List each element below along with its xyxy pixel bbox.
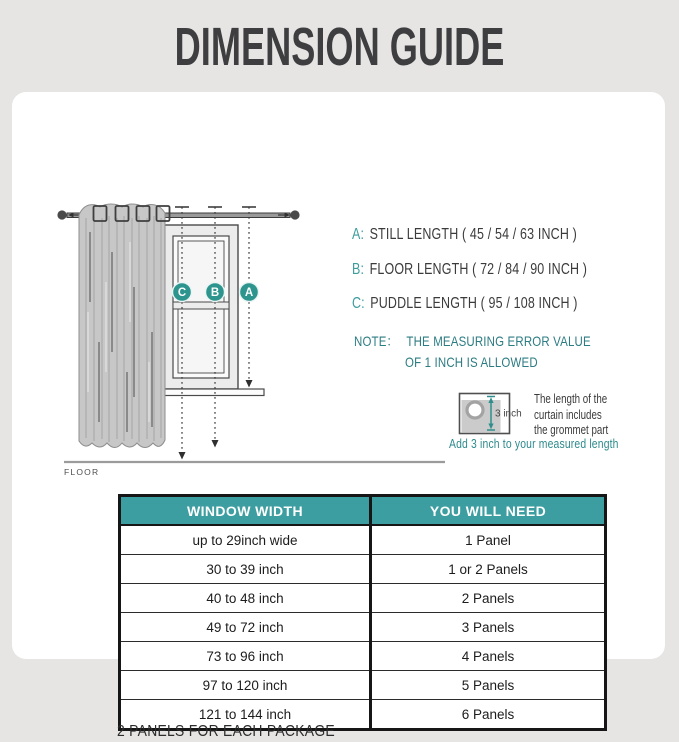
table-cell: 121 to 144 inch — [120, 700, 371, 730]
table-header-row — [120, 496, 606, 526]
table-cell: 97 to 120 inch — [120, 671, 371, 700]
badge-b-letter: B — [210, 287, 220, 299]
table-row — [120, 613, 606, 642]
table-cell: 30 to 39 inch — [120, 555, 371, 584]
measure-badges — [173, 283, 259, 302]
spec-c-key: C: — [352, 295, 365, 312]
panel-size-table — [118, 494, 607, 731]
spec-b-key: B: — [352, 261, 365, 278]
grommet-measure-label: 3 inch — [495, 408, 522, 420]
table-row — [120, 671, 606, 700]
table-cell: 2 Panels — [371, 584, 606, 613]
table-cell: 1 Panel — [371, 525, 606, 555]
spec-still-length — [352, 225, 577, 245]
curtain-panel — [79, 204, 165, 448]
table-row — [120, 584, 606, 613]
table-row — [120, 555, 606, 584]
spec-a-text: STILL LENGTH ( 45 / 54 / 63 INCH ) — [369, 226, 577, 243]
table-cell: 1 or 2 Panels — [371, 555, 606, 584]
arrow-b — [212, 440, 219, 448]
table-row — [120, 642, 606, 671]
spec-puddle-length — [352, 294, 578, 314]
page-title: DIMENSION GUIDE — [174, 17, 505, 77]
table-cell: 49 to 72 inch — [120, 613, 371, 642]
note-line-1 — [354, 332, 591, 350]
note-label: NOTE： — [354, 333, 399, 349]
table-cell: 73 to 96 inch — [120, 642, 371, 671]
table-cell: 3 Panels — [371, 613, 606, 642]
arrow-c — [179, 452, 186, 460]
package-note: 2 PANELS FOR EACH PACKAGE — [117, 723, 335, 740]
badge-c-letter: C — [177, 287, 187, 299]
header-you-will-need: YOU WILL NEED — [371, 496, 606, 526]
table-cell: 40 to 48 inch — [120, 584, 371, 613]
arrow-a — [246, 380, 253, 388]
grommet-figure — [458, 391, 538, 437]
note-line-2: OF 1 INCH IS ALLOWED — [405, 354, 538, 370]
grommet-ring-icon — [467, 402, 483, 418]
spec-b-text: FLOOR LENGTH ( 72 / 84 / 90 INCH ) — [369, 261, 588, 278]
badge-a-letter: A — [244, 287, 254, 299]
table-cell: 4 Panels — [371, 642, 606, 671]
table-row — [120, 525, 606, 555]
grommet-description: The length of the curtain includes the grommet part — [534, 391, 609, 437]
note-text-1: THE MEASURING ERROR VALUE — [406, 333, 591, 349]
table-cell: up to 29inch wide — [120, 525, 371, 555]
spec-floor-length — [352, 260, 587, 280]
window — [164, 225, 264, 396]
table-cell: 5 Panels — [371, 671, 606, 700]
spec-a-key: A: — [352, 226, 365, 243]
header-window-width: WINDOW WIDTH — [120, 496, 371, 526]
spec-c-text: PUDDLE LENGTH ( 95 / 108 INCH ) — [370, 295, 578, 312]
grommet-tip: Add 3 inch to your measured length — [449, 436, 619, 451]
content-card — [12, 92, 665, 740]
floor-label: FLOOR — [64, 467, 100, 477]
size-table-body — [120, 525, 606, 730]
table-cell: 6 Panels — [371, 700, 606, 730]
window-sill — [164, 389, 264, 396]
